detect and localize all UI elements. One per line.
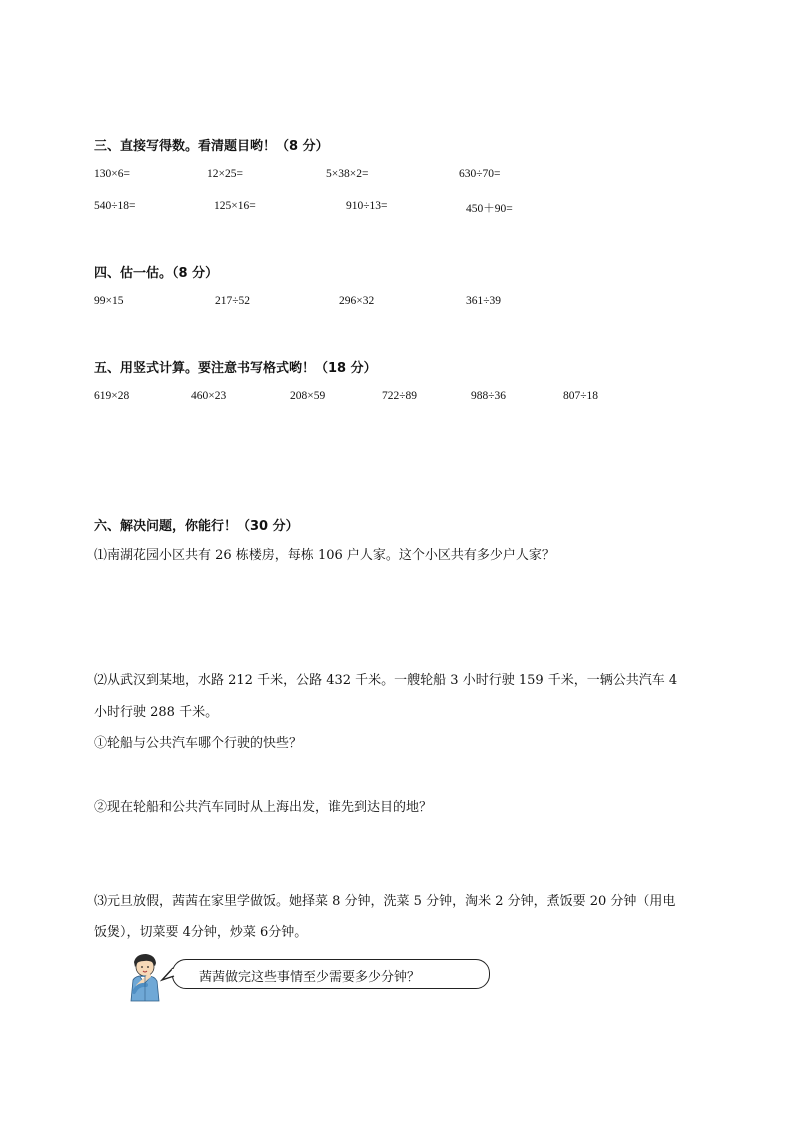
vertical-calc-item: 988÷36 xyxy=(471,390,507,402)
calc-item: 125×16= xyxy=(214,200,256,212)
section5-heading: 五、用竖式计算。要注意书写格式哟！（18 分） xyxy=(94,361,377,376)
vertical-calc-item: 460×23 xyxy=(191,390,227,402)
section4-heading: 四、估一估。（8 分） xyxy=(94,266,219,281)
calc-item: 630÷70= xyxy=(459,168,501,180)
question-2-sub2: ②现在轮船和公共汽车同时从上海出发，谁先到达目的地？ xyxy=(94,800,433,815)
question-1: ⑴南湖花园小区共有 26 栋楼房，每栋 106 户人家。这个小区共有多少户人家？ xyxy=(94,548,555,563)
calc-item: 540÷18= xyxy=(94,200,136,212)
estimate-item: 217÷52 xyxy=(215,295,251,307)
calc-item: 5×38×2= xyxy=(326,168,369,180)
estimate-item: 296×32 xyxy=(339,295,375,307)
section3-heading: 三、直接写得数。看清题目哟！（8 分） xyxy=(94,139,329,154)
question-3-line1: ⑶元旦放假，茜茜在家里学做饭。她择菜 8 分钟，洗菜 5 分钟，淘米 2 分钟，煮饭要 20 分钟（用电 xyxy=(94,894,676,909)
question-2-line1: ⑵从武汉到某地，水路 212 千米，公路 432 千米。一艘轮船 3 小时行驶 159 千米，一辆公共汽车 4 xyxy=(94,673,678,688)
calc-item: 450＋90= xyxy=(466,203,513,215)
vertical-calc-item: 722÷89 xyxy=(382,390,418,402)
vertical-calc-item: 807÷18 xyxy=(563,390,599,402)
vertical-calc-item: 619×28 xyxy=(94,390,130,402)
estimate-item: 99×15 xyxy=(94,295,124,307)
calc-item: 12×25= xyxy=(207,168,243,180)
speech-bubble xyxy=(172,959,490,989)
speech-bubble-text: 茜茜做完这些事情至少需要多少分钟？ xyxy=(199,970,421,985)
question-2-sub1: ①轮船与公共汽车哪个行驶的快些？ xyxy=(94,736,303,751)
estimate-item: 361÷39 xyxy=(466,295,502,307)
question-2-line2: 小时行驶 288 千米。 xyxy=(94,705,219,720)
vertical-calc-item: 208×59 xyxy=(290,390,326,402)
calc-item: 130×6= xyxy=(94,168,130,180)
section6-heading: 六、解决问题，你能行！（30 分） xyxy=(94,519,299,534)
calc-item: 910÷13= xyxy=(346,200,388,212)
speech-bubble-tail xyxy=(160,966,176,986)
question-3-line2: 饭煲），切菜要 4分钟，炒菜 6分钟。 xyxy=(94,925,308,940)
